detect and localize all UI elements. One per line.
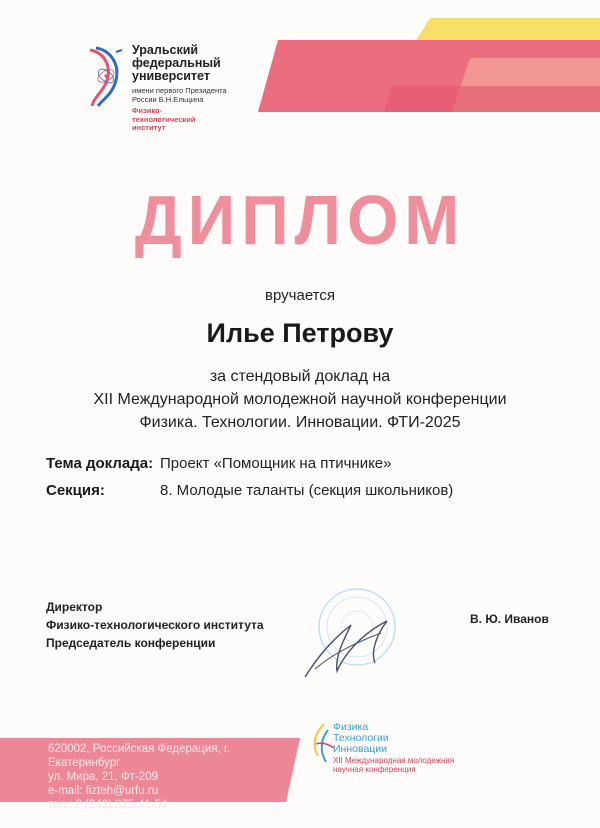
phone-text: тел.: 8 (343) 375-41-54 xyxy=(48,799,168,811)
conference-subtitle xyxy=(333,756,463,774)
university-subtitle-line: имени первого Президента xyxy=(132,86,227,95)
signer-title-line: Директор xyxy=(46,600,103,614)
university-subtitle xyxy=(132,86,272,104)
awarded-text: вручается xyxy=(265,287,335,304)
conference-brand-line: Физика xyxy=(333,721,369,733)
award-reason-line: за стендовый доклад на xyxy=(209,368,391,385)
diploma-title: ДИПЛОМ xyxy=(134,181,466,259)
address-line: ул. Мира, 21, Фт-209 xyxy=(48,771,158,783)
university-subtitle-line: России Б.Н.Ельцина xyxy=(132,95,204,104)
section-label: Секция: xyxy=(46,482,105,499)
signer-title-line: Председатель конференции xyxy=(46,636,216,650)
urfu-logo-icon xyxy=(86,46,126,108)
report-topic-label: Тема доклада: xyxy=(46,455,154,472)
institute-name xyxy=(132,107,252,133)
university-name-line: Уральский xyxy=(132,43,199,57)
section-value: 8. Молодые таланты (секция школьников) xyxy=(160,482,454,499)
contact-address xyxy=(48,742,288,812)
university-name xyxy=(132,44,272,83)
signer-title-line: Физико-технологического института xyxy=(46,618,264,632)
conference-brand-line: Технологии xyxy=(333,732,389,744)
address-line: 620002, Российская Федерация, г. Екатеринбург xyxy=(48,743,230,769)
email-text: e-mail: fizteh@urfu.ru xyxy=(48,785,159,797)
stamp-and-signature xyxy=(285,585,415,685)
institute-name-line: институт xyxy=(132,123,166,132)
signer-name: В. Ю. Иванов xyxy=(470,612,549,626)
conference-subtitle-line: XII Международная молодежная xyxy=(333,756,455,765)
conference-logo-icon xyxy=(308,722,336,768)
award-reason-line: XII Международной молодежной научной конференции xyxy=(93,391,507,408)
university-name-line: университет xyxy=(132,69,210,83)
award-reason-line: Физика. Технологии. Инновации. ФТИ-2025 xyxy=(139,414,461,431)
university-name-line: федеральный xyxy=(132,56,221,70)
conference-brand xyxy=(333,722,433,755)
institute-name-line: Физико- xyxy=(132,106,163,115)
conference-brand-line: Инновации xyxy=(333,743,388,755)
report-topic-value: Проект «Помощник на птичнике» xyxy=(160,455,392,472)
recipient-name: Илье Петрову xyxy=(206,318,394,348)
signer-titles xyxy=(46,598,306,652)
institute-name-line: технологический xyxy=(132,114,196,124)
conference-subtitle-line: научная конференция xyxy=(333,765,416,774)
